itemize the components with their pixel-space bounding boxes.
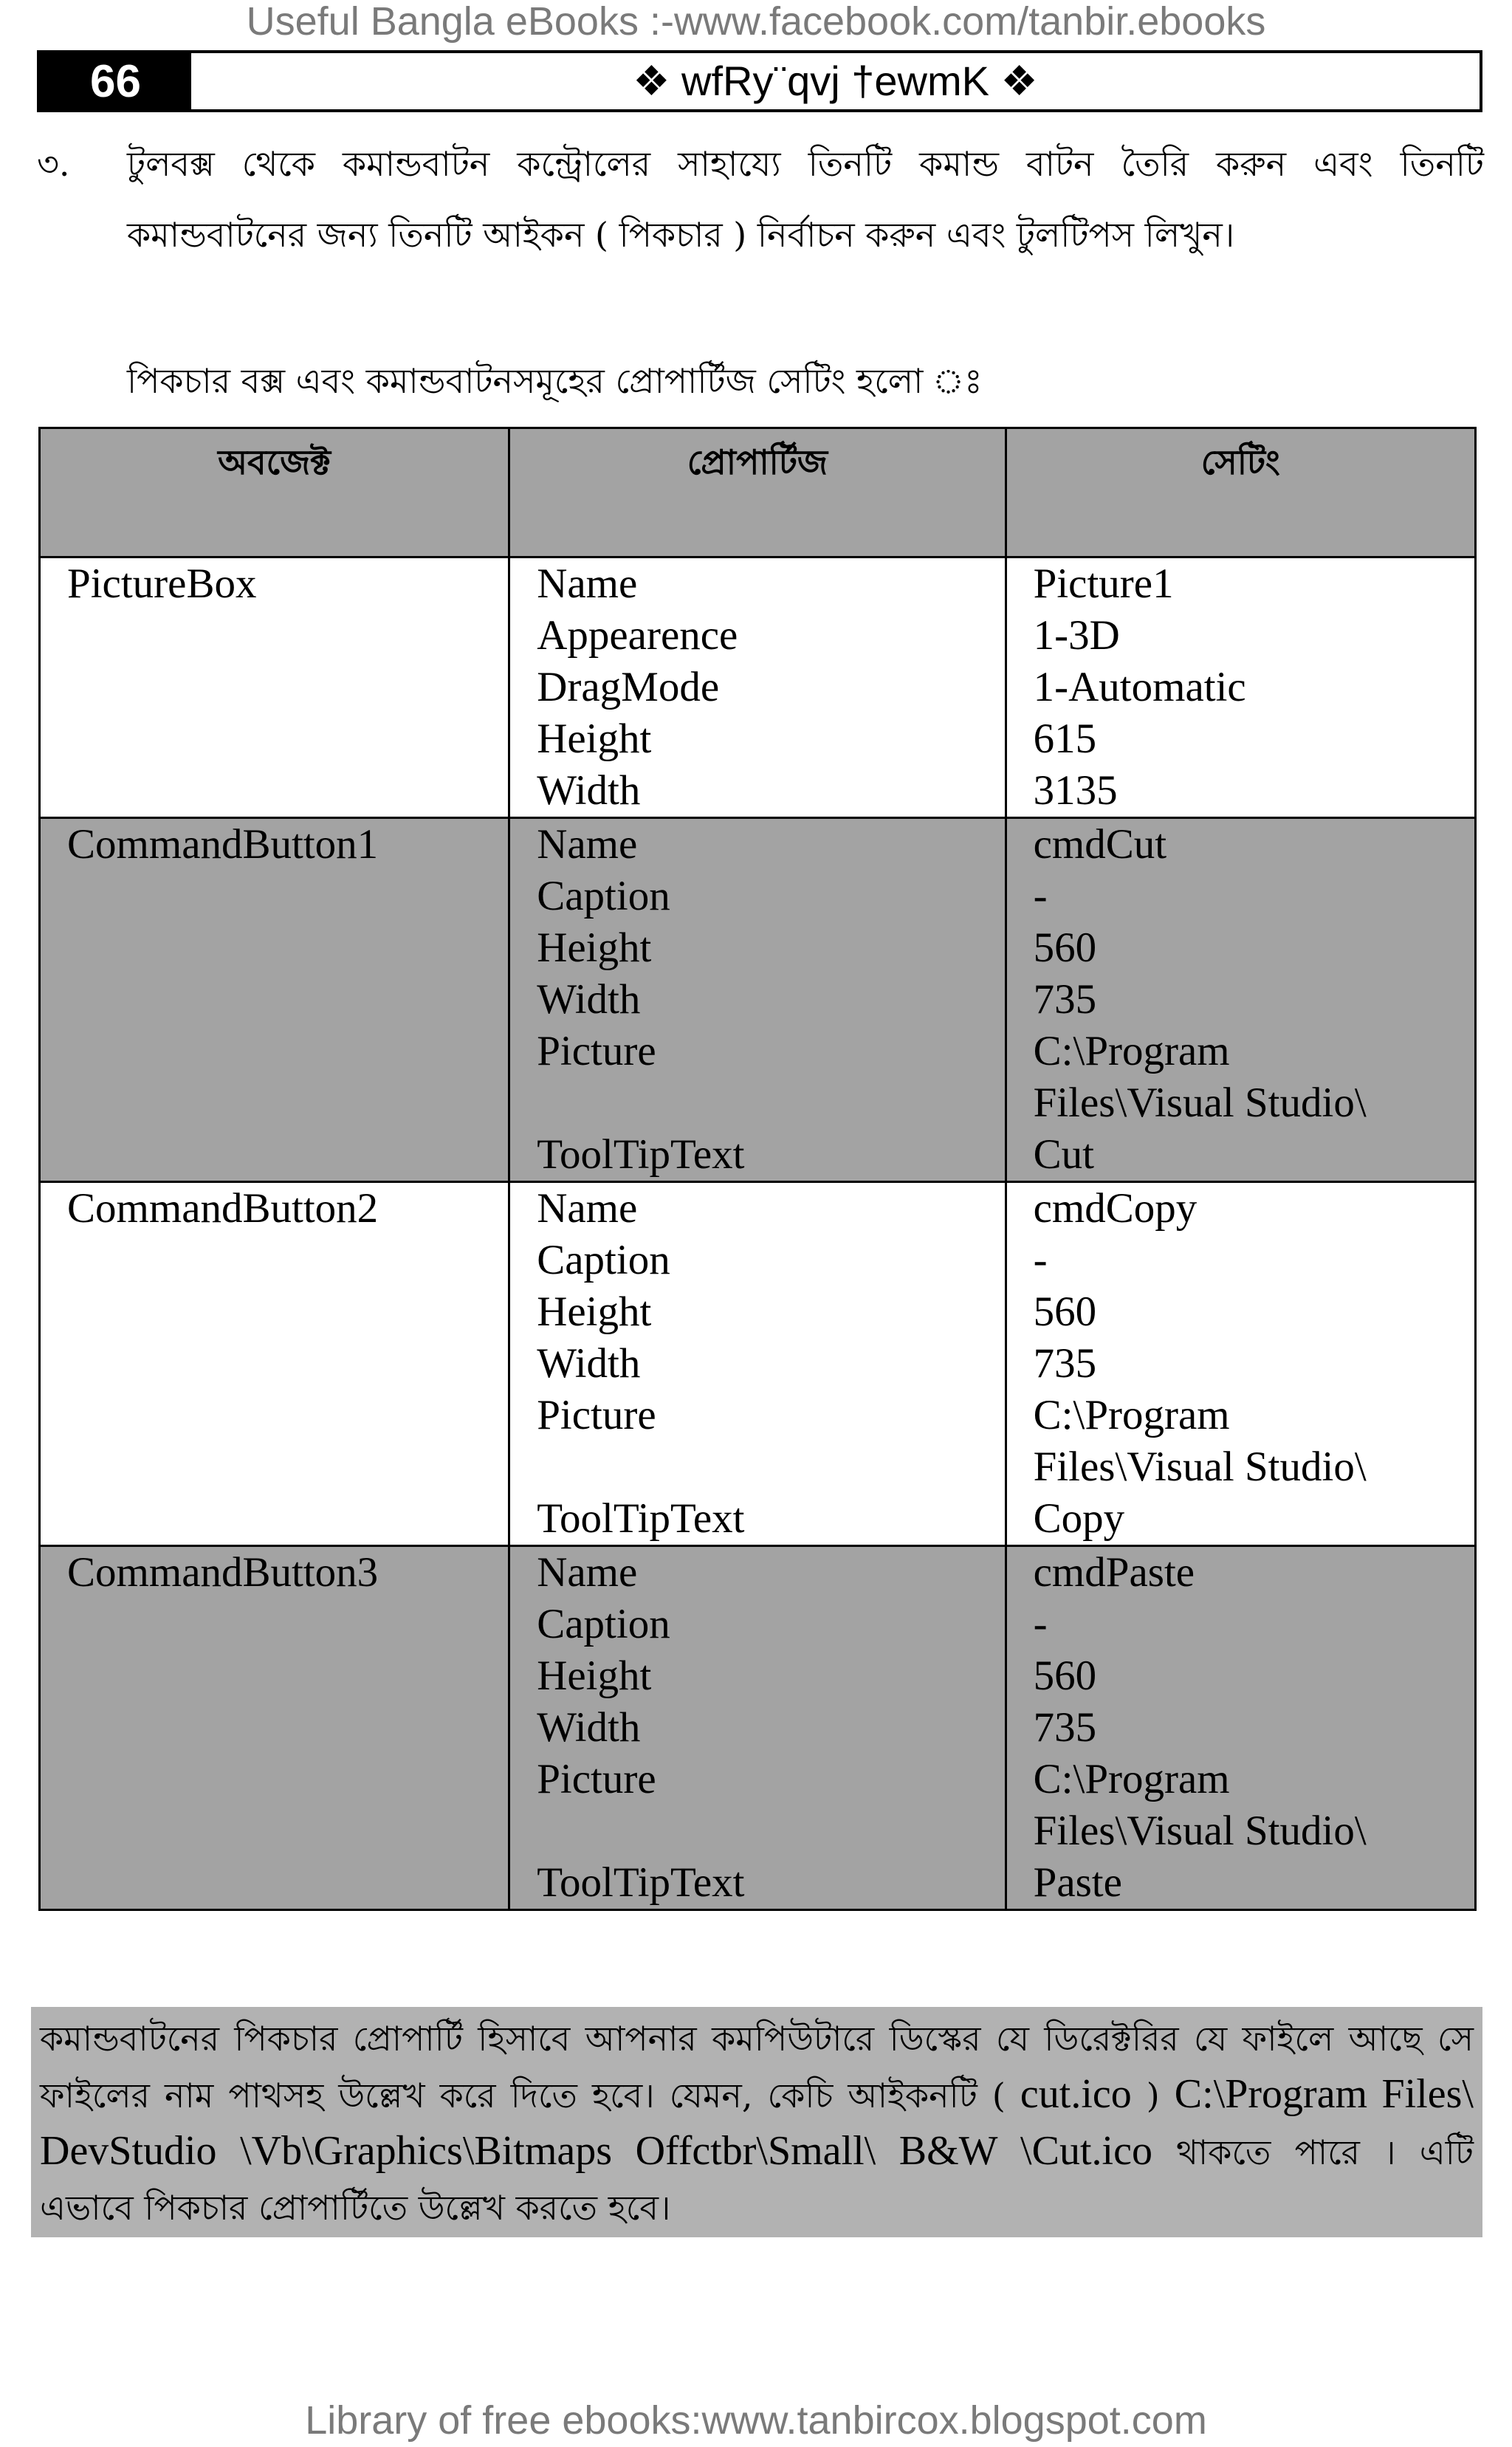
top-banner: Useful Bangla eBooks :-www.facebook.com/tanbir.ebooks bbox=[246, 0, 1266, 44]
step-paragraph bbox=[37, 128, 1484, 270]
settings-cell: cmdCut - 560 735 C:\Program Files\Visual Studio\ Cut bbox=[1006, 818, 1475, 1182]
note-box bbox=[31, 2007, 1482, 2237]
object-cell: CommandButton2 bbox=[40, 1182, 509, 1546]
page-number: 66 bbox=[40, 53, 191, 109]
book-title: ❖ wfRy¨qvj †ewmK ❖ bbox=[633, 58, 1038, 104]
column-header-setting: সেটিং bbox=[1006, 428, 1475, 557]
settings-cell: cmdCopy - 560 735 C:\Program Files\Visual Studio\ Copy bbox=[1006, 1182, 1475, 1546]
properties-cell: Name Appearence DragMode Height Width bbox=[509, 557, 1006, 818]
object-cell: CommandButton1 bbox=[40, 818, 509, 1182]
note-file-path: C:\Program Files\ DevStudio \Vb\Graphics\Bitmaps Offctbr\Small\ B&W \Cut.ico bbox=[40, 2071, 1474, 2174]
page-header bbox=[37, 50, 1482, 112]
note-file-name: cut.ico bbox=[1020, 2071, 1132, 2117]
table-row bbox=[40, 818, 1476, 1182]
table-header-row bbox=[40, 428, 1476, 557]
column-header-properties: প্রোপার্টিজ bbox=[509, 428, 1006, 557]
object-cell: CommandButton3 bbox=[40, 1546, 509, 1910]
object-cell: PictureBox bbox=[40, 557, 509, 818]
table-row bbox=[40, 557, 1476, 818]
table-row bbox=[40, 1182, 1476, 1546]
table-row bbox=[40, 1546, 1476, 1910]
properties-cell: Name Caption Height Width Picture ToolTipText bbox=[509, 818, 1006, 1182]
properties-cell: Name Caption Height Width Picture ToolTipText bbox=[509, 1546, 1006, 1910]
settings-cell: Picture1 1-3D 1-Automatic 615 3135 bbox=[1006, 557, 1475, 818]
properties-cell: Name Caption Height Width Picture ToolTipText bbox=[509, 1182, 1006, 1546]
note-text: ) bbox=[1146, 2076, 1160, 2115]
column-header-object: অবজেক্ট bbox=[40, 428, 509, 557]
properties-table bbox=[38, 427, 1477, 1911]
note-text: থাকতে পারে । এটি এভাবে পিকচার প্রোপার্টিতে উল্লেখ করতে হবে। bbox=[40, 2132, 1474, 2228]
step-number: ৩. bbox=[37, 144, 70, 184]
table-intro: পিকচার বক্স এবং কমান্ডবাটনসমূহের প্রোপার্টিজ সেটিং হলো ঃ bbox=[127, 361, 983, 401]
bottom-banner: Library of free ebooks:www.tanbircox.blogspot.com bbox=[305, 2398, 1207, 2443]
settings-cell: cmdPaste - 560 735 C:\Program Files\Visual Studio\ Paste bbox=[1006, 1546, 1475, 1910]
note-text: কমান্ডবাটনের পিকচার প্রোপার্টি হিসাবে আপনার কমপিউটারে ডিস্কের যে ডিরেক্টরির যে ফাইলে আছে সে ফাইলের নাম পাথসহ উল্লেখ করে দিতে হবে। যেমন, কেচি আইকনটি ( bbox=[40, 2019, 1474, 2115]
step-text: টুলবক্স থেকে কমান্ডবাটন কন্ট্রোলের সাহায্যে তিনটি কমান্ড বাটন তৈরি করুন এবং তিনটি কমান্ডবাটনের জন্য তিনটি আইকন ( পিকচার ) নির্বাচন করুন এবং টুলটিপস লিখুন। bbox=[127, 144, 1484, 255]
